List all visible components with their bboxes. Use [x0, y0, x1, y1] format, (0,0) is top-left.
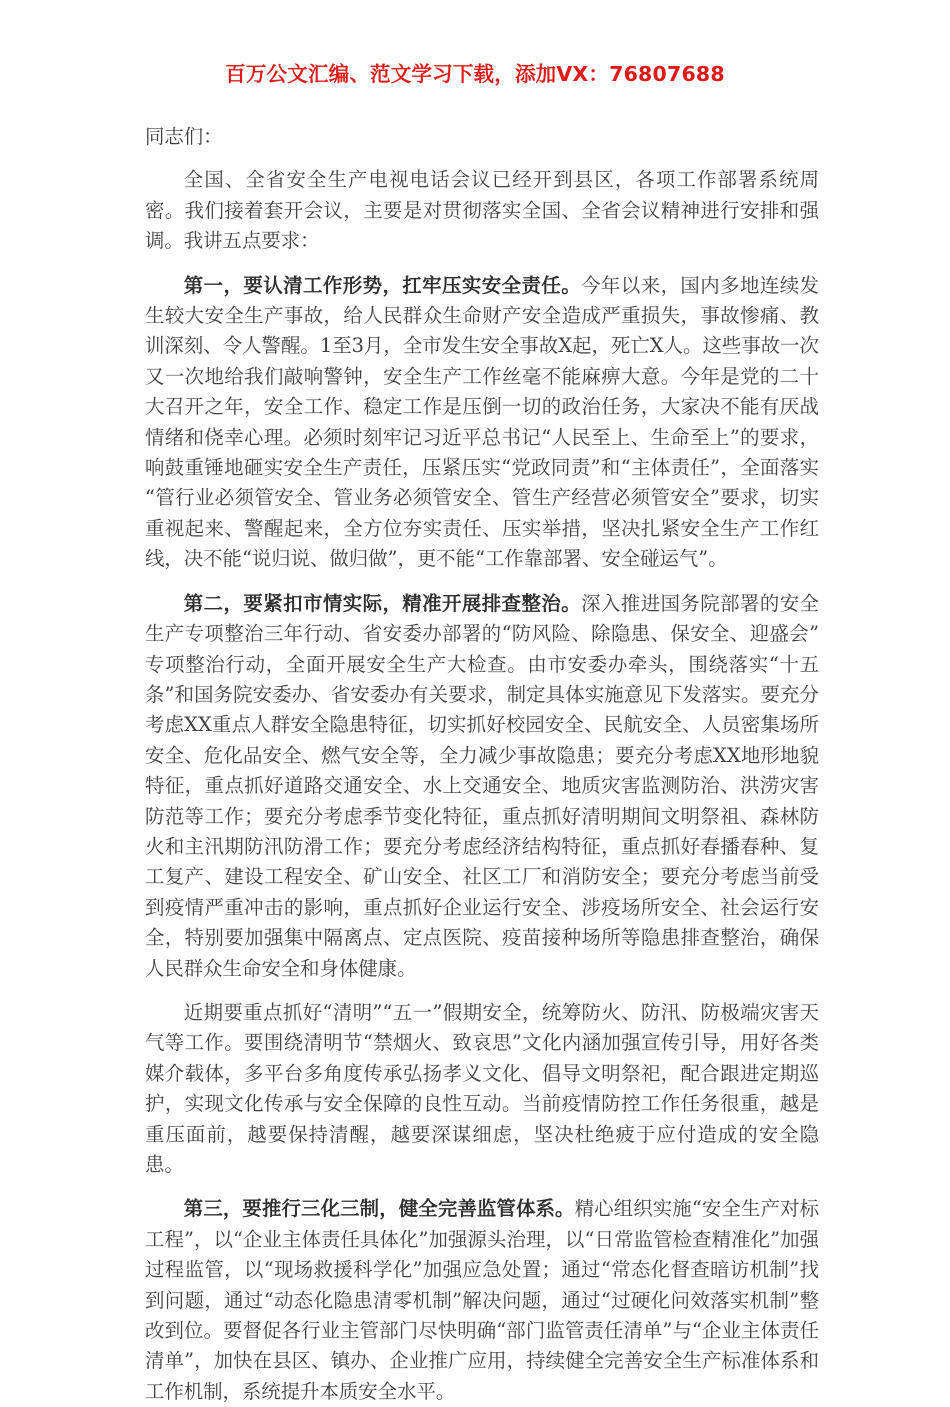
section-paragraph-3	[145, 1194, 819, 1407]
section-paragraph-2	[145, 589, 819, 984]
spacer	[145, 257, 819, 271]
followup-paragraph: 近期要重点抓好“清明”“五一”假期安全，统筹防火、防汛、防极端灾害天气等工作。要围绕清明节“禁烟火、致哀思”文化内涵加强宣传引导，用好各类媒介载体，多平台多角度传承弘扬孝义文化、倡导文明祭祀，配合跟进定期巡护，实现文化传承与安全保障的良性互动。当前疫情防控工作任务很重，越是重压面前，越要保持清醒，越要深谋细虑，坚决杜绝疲于应付造成的安全隐患。	[145, 1000, 819, 1176]
section-body-2: 深入推进国务院部署的安全生产专项整治三年行动、省安委办部署的“防风险、除隐患、保安全、迎盛会”专项整治行动，全面开展安全生产大检查。由市安委办牵头，围绕落实“十五条”和国务院安委办、省安委办有关要求，制定具体实施意见下发落实。要充分考虑XX重点人群安全隐患特征，切实抓好校园安全、民航安全、人员密集场所安全、危化品安全、燃气安全等，全力减少事故隐患；要充分考虑XX地形地貌特征，重点抓好道路交通安全、水上交通安全、地质灾害监测防治、洪涝灾害防范等工作；要充分考虑季节变化特征，重点抓好清明期间文明祭祖、森林防火和主汛期防汛防滑工作；要充分考虑经济结构特征，重点抓好春播春种、复工复产、建设工程安全、矿山安全、社区工厂和消防安全；要充分考虑当前受到疫情严重冲击的影响，重点抓好企业运行安全、涉疫场所安全、社会运行安全，特别要加强集中隔离点、定点医院、疫苗接种场所等隐患排查整治，确保人民群众生命安全和身体健康。	[145, 591, 820, 980]
spacer	[145, 984, 819, 998]
section-body-1: 今年以来，国内多地连续发生较大安全生产事故，给人民群众生命财产安全造成严重损失，事故惨痛、教训深刻、令人警醒。1至3月，全市发生安全事故X起，死亡X人。这些事故一次又一次地给我们敲响警钟，安全生产工作丝毫不能麻痹大意。今年是党的二十大召开之年，安全工作、稳定工作是压倒一切的政治任务，大家决不能有厌战情绪和侥幸心理。必须时刻牢记习近平总书记“人民至上、生命至上”的要求，响鼓重锤地砸实安全生产责任，压紧压实“党政同责”和“主体责任”，全面落实“管行业必须管安全、管业务必须管安全、管生产经营必须管安全”要求，切实重视起来、警醒起来，全方位夯实责任、压实举措，坚决扎紧安全生产工作红线，决不能“说归说、做归做”，更不能“工作靠部署、安全碰运气”。	[145, 273, 820, 571]
section-lead-2: 第二，要紧扣市情实际，精准开展排查整治。	[183, 591, 582, 615]
section-paragraph-1	[145, 271, 819, 575]
spacer	[145, 1180, 819, 1194]
section-body-3: 精心组织实施“安全生产对标工程”，以“企业主体责任具体化”加强源头治理，以“日常监管检查精准化”加强过程监管，以“现场救援科学化”加强应急处置；通过“常态化督查暗访机制”找到问题，通过“动态化隐患清零机制”解决问题，通过“过硬化问效落实机制”整改到位。要督促各行业主管部门尽快明确“部门监管责任清单”与“企业主体责任清单”，加快在县区、镇办、企业推广应用，持续健全完善安全生产标准体系和工作机制，系统提升本质安全水平。	[145, 1197, 820, 1403]
salutation-line: 同志们：	[145, 125, 223, 148]
document-body	[145, 122, 819, 1407]
section-lead-1: 第一，要认清工作形势，扛牢压实安全责任。	[183, 273, 582, 297]
section-lead-3: 第三，要推行三化三制，健全完善监管体系。	[183, 1197, 575, 1221]
spacer	[145, 152, 819, 165]
spacer	[145, 575, 819, 589]
promo-banner: 百万公文汇编、范文学习下载，添加VX：76807688	[225, 62, 725, 86]
intro-paragraph: 全国、全省安全生产电视电话会议已经开到县区，各项工作部署系统周密。我们接着套开会议，主要是对贯彻落实全国、全省会议精神进行安排和强调。我讲五点要求：	[145, 168, 819, 253]
